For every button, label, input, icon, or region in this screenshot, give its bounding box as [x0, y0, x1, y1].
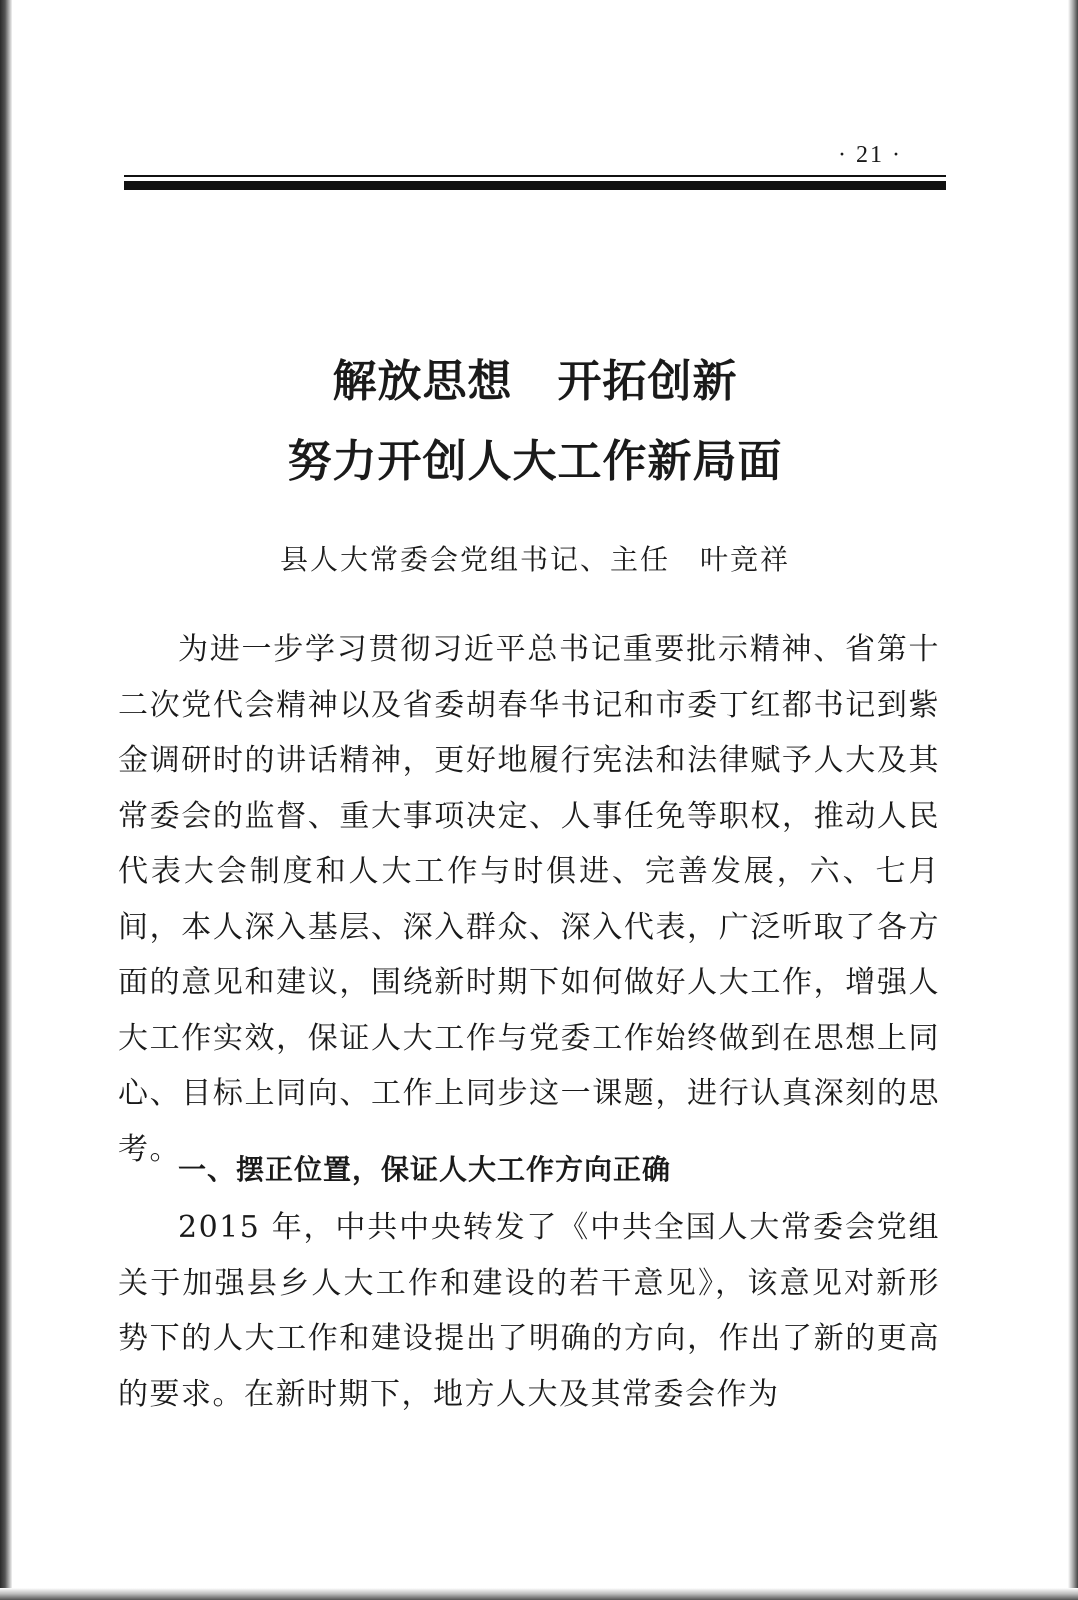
page-number: · 21 ·: [838, 142, 902, 168]
header-rule-thick: [124, 181, 946, 190]
article-title-line2: 努力开创人大工作新局面: [287, 436, 783, 487]
header-rule-thin: [124, 175, 946, 177]
scan-edge-left: [0, 0, 12, 1600]
scan-edge-bottom: [0, 1588, 1078, 1600]
section-heading-1: 一、摆正位置，保证人大工作方向正确: [178, 1153, 672, 1186]
article-title-line1: 解放思想 开拓创新: [332, 356, 738, 407]
scan-edge-right: [1068, 0, 1078, 1600]
paragraph-intro: 为进一步学习贯彻习近平总书记重要批示精神、省第十二次党代会精神以及省委胡春华书记和市委丁红都书记到紫金调研时的讲话精神，更好地履行宪法和法律赋予人大及其常委会的监督、重大事项决定、人事任免等职权，推动人民代表大会制度和人大工作与时俱进、完善发展，六、七月间，本人深入基层、深入群众、深入代表，广泛听取了各方面的意见和建议，围绕新时期下如何做好人大工作，增强人大工作实效，保证人大工作与党委工作始终做到在思想上同心、目标上同向、工作上同步这一课题，进行认真深刻的思考。: [118, 632, 940, 1167]
paragraph-section1: 2015 年，中共中央转发了《中共全国人大常委会党组关于加强县乡人大工作和建设的若干意见》，该意见对新形势下的人大工作和建设提出了明确的方向，作出了新的更高的要求。在新时期下，地方人大及其常委会作为: [118, 1210, 940, 1412]
article-author: 县人大常委会党组书记、主任 叶竞祥: [279, 543, 790, 576]
